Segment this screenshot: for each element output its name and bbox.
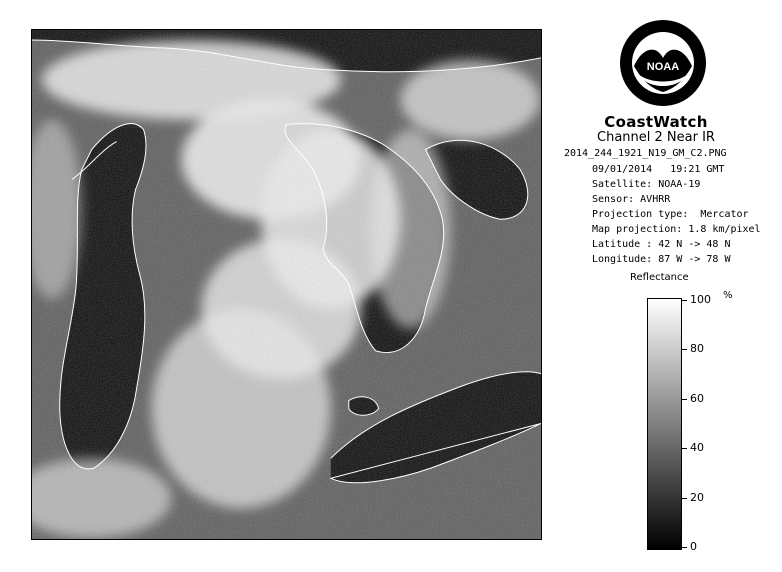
legend-tick <box>682 349 687 350</box>
image-texture <box>32 30 541 539</box>
legend-tick <box>682 300 687 301</box>
legend-unit: % <box>723 290 733 301</box>
sensor-text: Sensor: AVHRR <box>592 194 671 205</box>
color-scale-bar <box>647 298 682 550</box>
legend-tick-label: 60 <box>690 391 704 405</box>
satellite-text: Satellite: NOAA-19 <box>592 179 701 190</box>
legend-title: Reflectance <box>630 272 689 283</box>
legend-tick <box>682 448 687 449</box>
channel-label: Channel 2 Near IR <box>597 130 715 145</box>
file-name: 2014_244_1921_N19_GM_C2.PNG <box>564 148 727 159</box>
map-svg <box>32 30 541 539</box>
legend-tick-label: 40 <box>690 441 704 455</box>
projection-type-text: Projection type: Mercator <box>592 209 749 220</box>
logo-text: NOAA <box>646 61 680 73</box>
datetime-text: 09/01/2014 19:21 GMT <box>592 164 725 175</box>
latitude-text: Latitude : 42 N -> 48 N <box>592 239 731 250</box>
brand-title: CoastWatch <box>604 113 708 131</box>
legend-tick <box>682 547 687 548</box>
metadata-block <box>592 162 761 267</box>
legend-tick-label: 20 <box>690 490 704 504</box>
map-projection-text: Map projection: 1.8 km/pixel <box>592 224 761 235</box>
legend-tick-label: 80 <box>690 342 704 356</box>
satellite-image <box>31 29 542 540</box>
legend-tick <box>682 498 687 499</box>
noaa-logo <box>618 18 708 108</box>
legend-tick-label: 100 <box>690 293 711 306</box>
legend-tick-label: 0 <box>690 540 697 553</box>
legend-tick <box>682 399 687 400</box>
longitude-text: Longitude: 87 W -> 78 W <box>592 254 731 265</box>
info-panel <box>560 0 782 572</box>
